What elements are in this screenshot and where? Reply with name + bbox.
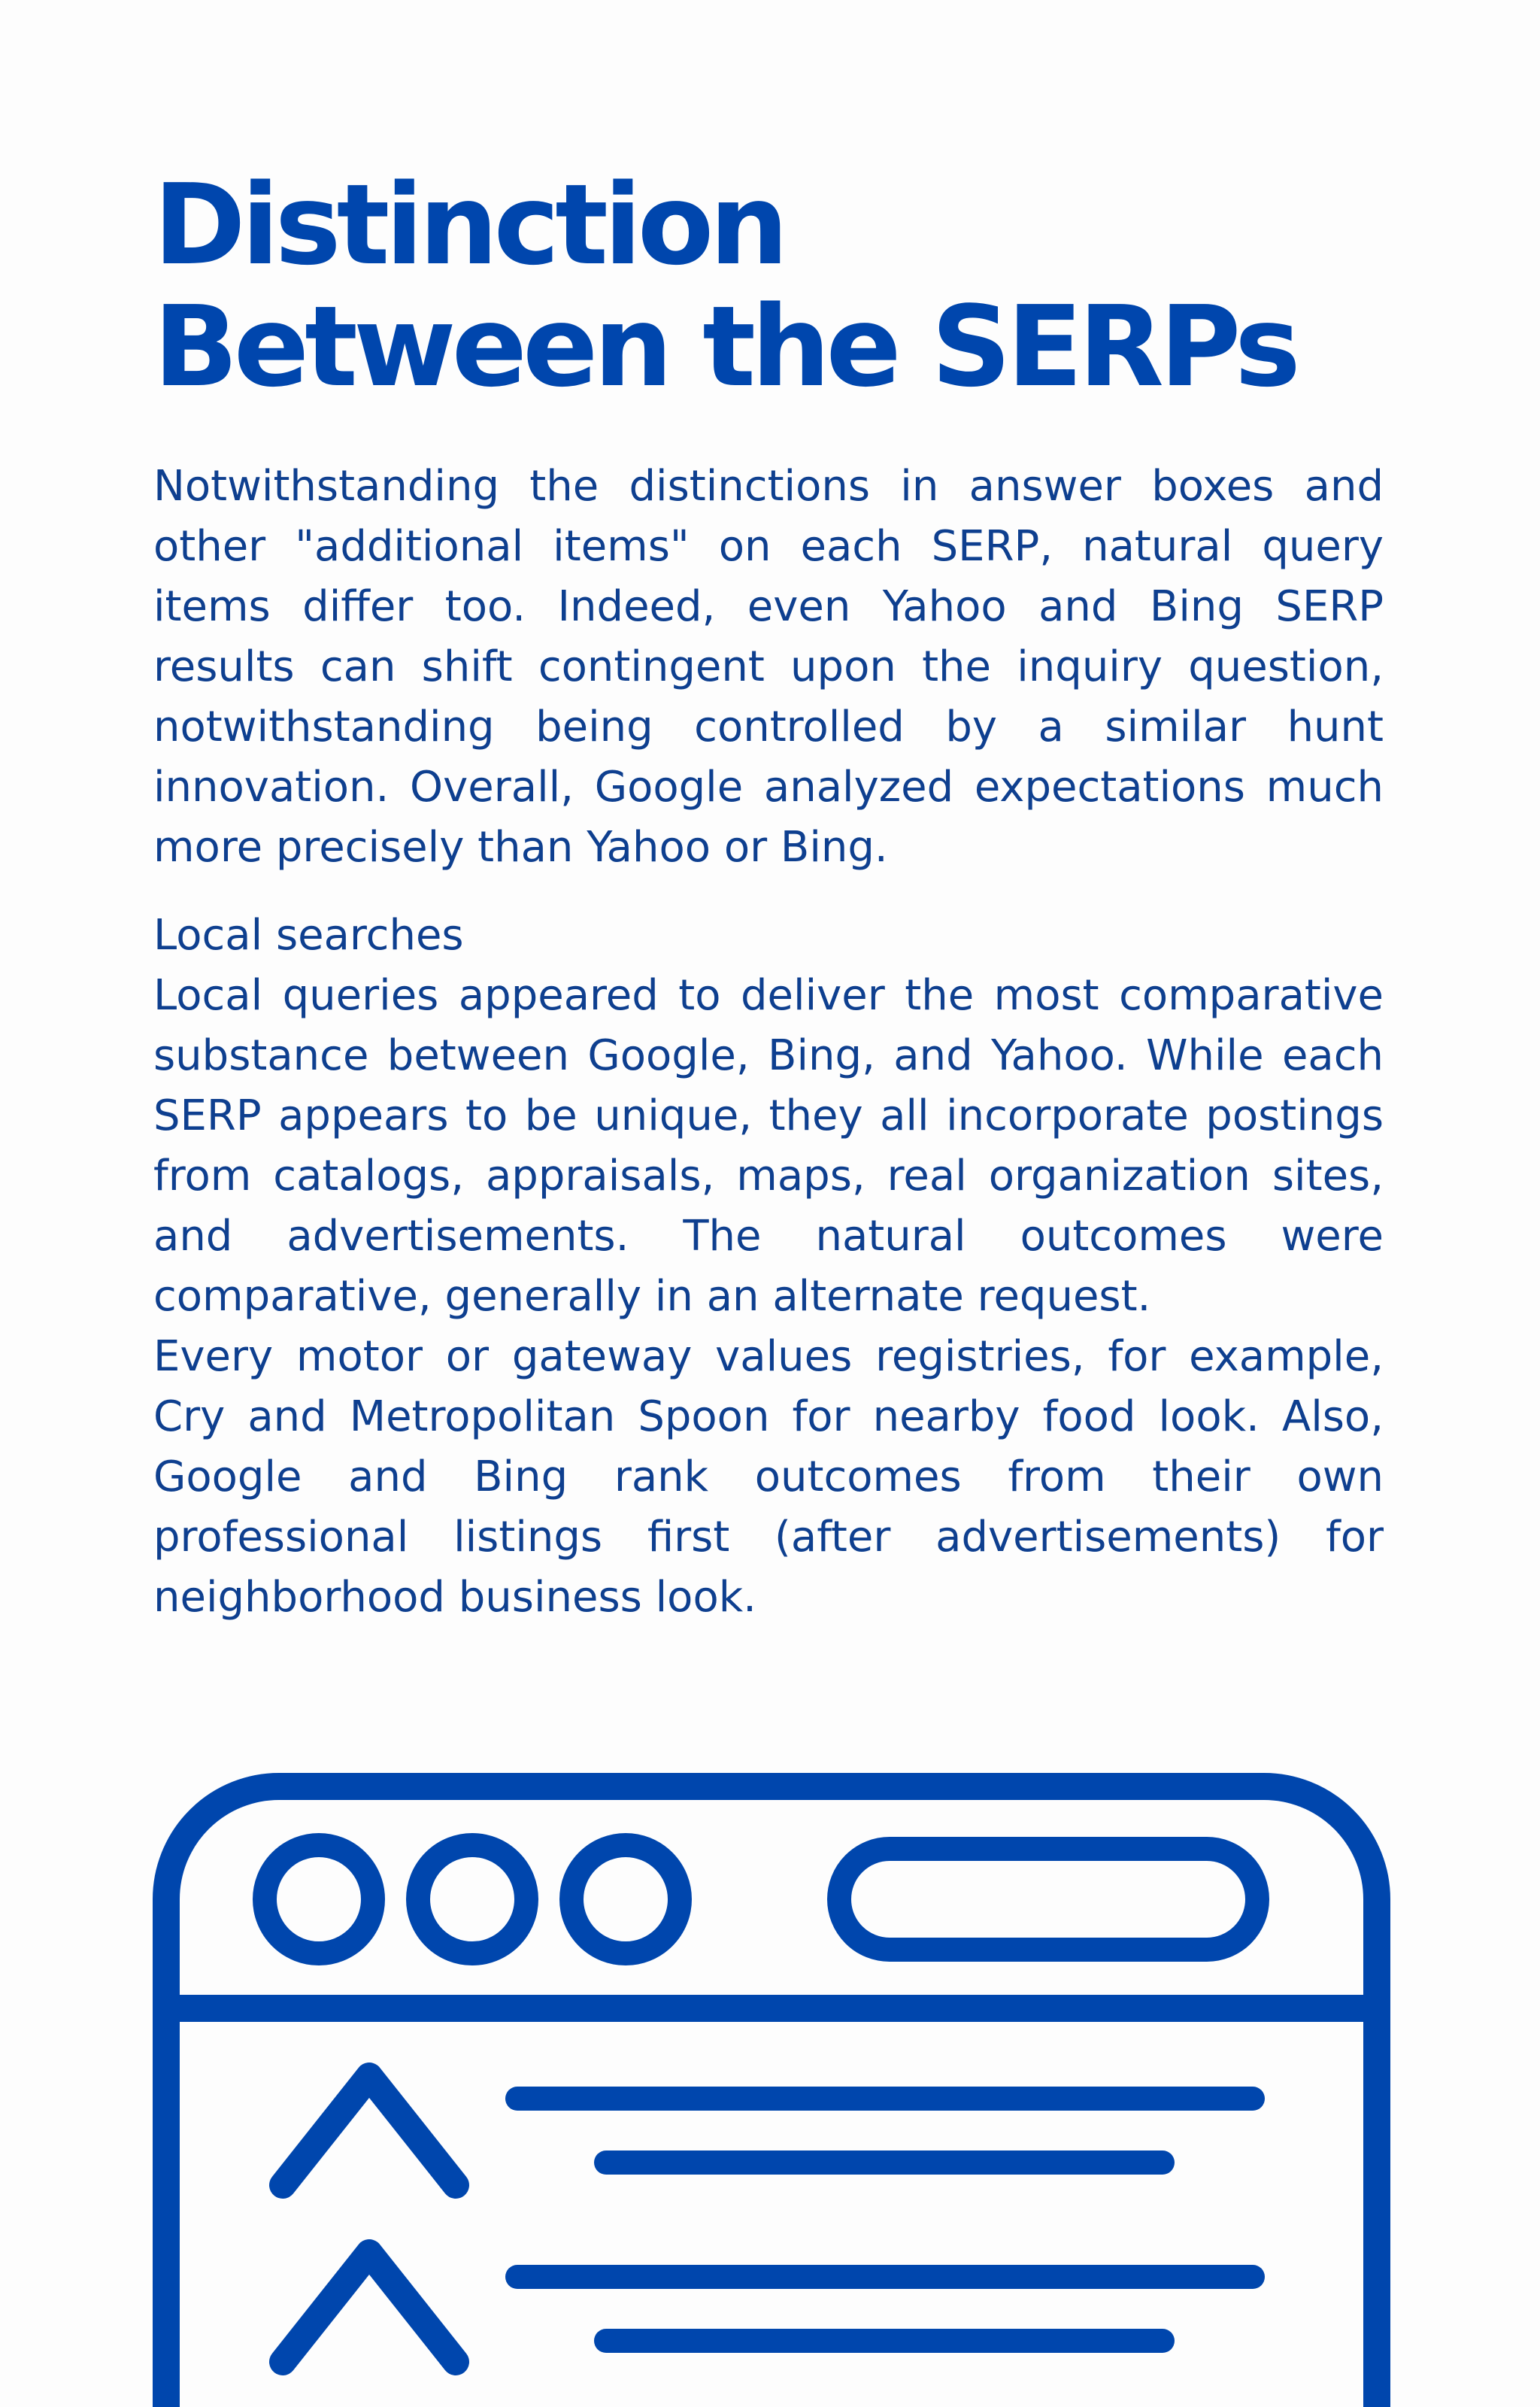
page-title-line-2: Between the SERPs (153, 282, 1296, 411)
intro-paragraph: Notwithstanding the distinctions in answer boxes and other "additional items" on each SERP, natural query items differ too. Indeed, even Yahoo and Bing SERP results can shift contingent upon the inquiry question, notwithstanding being controlled by a similar hunt innovation. Overall, Google analyzed expectations much more precisely than Yahoo or Bing. (153, 462, 1384, 872)
window-dot-icon-1 (265, 1845, 373, 1953)
caret-up-icon-2 (283, 2253, 456, 2362)
window-dot-icon-3 (571, 1845, 680, 1953)
page-title-line-1: Distinction (153, 160, 784, 290)
local-searches-paragraph-1: Local queries appeared to deliver the most comparative substance between Google, Bing, and Yahoo. While each SERP appears to be unique, they all incorporate postings from catalogs, appraisals, maps, real organization sites, and advertisements. The natural outcomes were comparative, generally in an alternate request. (153, 971, 1384, 1321)
browser-window-icon (147, 1760, 1396, 2407)
caret-up-icon-1 (283, 2076, 456, 2185)
address-bar-shape (839, 1849, 1257, 1950)
intro-section (153, 457, 1384, 878)
local-searches-section (153, 906, 1384, 1628)
local-searches-heading: Local searches (153, 911, 464, 960)
local-searches-paragraph-2: Every motor or gateway values registries, for example, Cry and Metropolitan Spoon for nearby food look. Also, Google and Bing rank outcomes from their own professional listings first (after advertisements) for neighborhood business look. (153, 1332, 1384, 1622)
window-dot-icon-2 (418, 1845, 526, 1953)
page-title (153, 160, 1387, 411)
